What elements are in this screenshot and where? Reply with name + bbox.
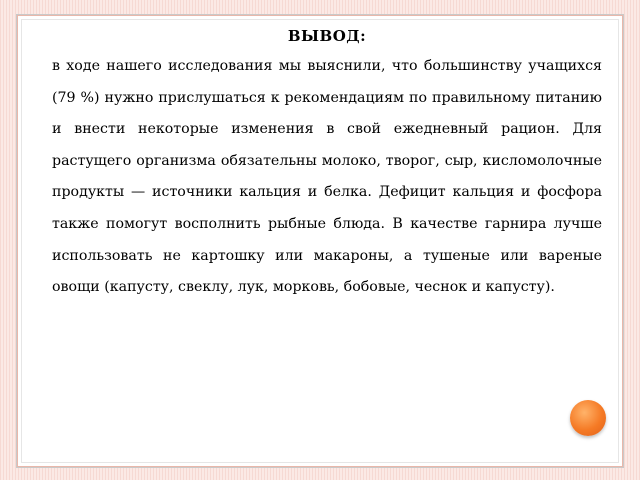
slide-body-text: в ходе нашего исследования мы выяснили, что большинству учащихся (79 %) нужно прислушаться к рекомендациям по правильному питанию и внести некоторые изменения в свой ежедневный рацион. Для растущего организма обязательны молоко, творог, сыр, кисломолочные продукты — источники кальция и белка. Дефицит кальция и фосфора также помогут восполнить рыбные блюда. В качестве гарнира лучше использовать не картошку или макароны, а тушеные или вареные овощи (капусту, свеклу, лук, морковь, бобовые, чеснок и капусту). xyxy=(52,58,602,296)
slide-content xyxy=(52,27,602,304)
orange-circle-decoration xyxy=(570,400,606,436)
slide-title: ВЫВОД: xyxy=(287,27,367,45)
